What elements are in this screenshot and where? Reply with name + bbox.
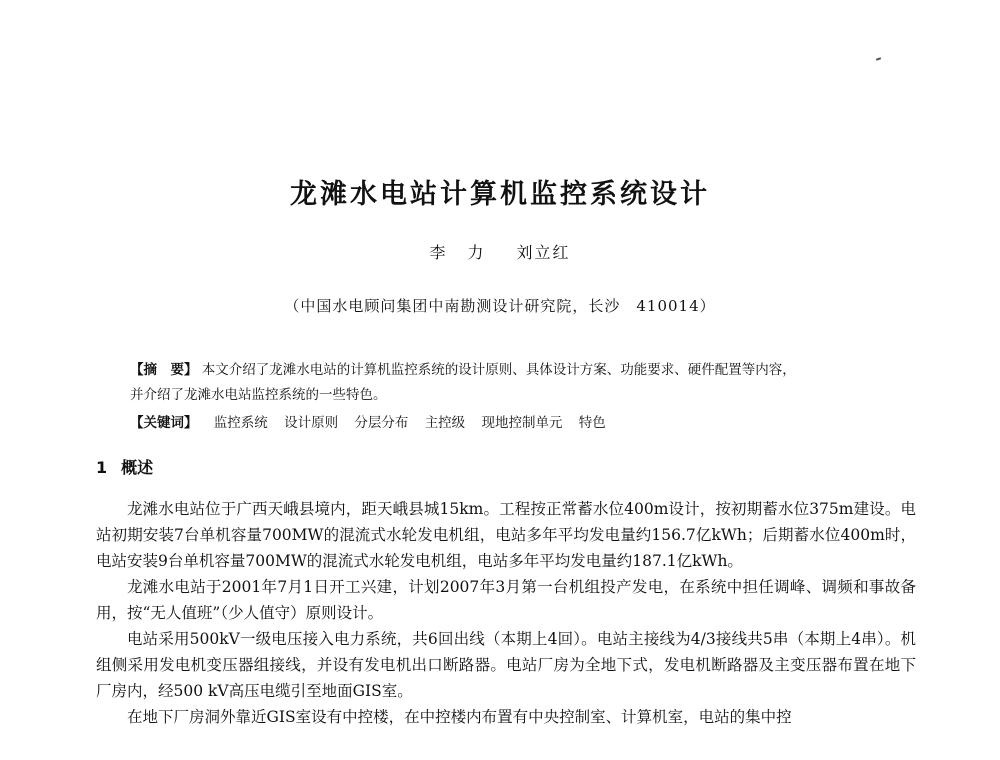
keyword: 分层分布 <box>354 415 409 431</box>
keywords <box>130 411 890 431</box>
author-list <box>0 240 1000 263</box>
keyword: 监控系统 <box>213 415 268 431</box>
keyword: 特色 <box>578 415 606 431</box>
section-title: 概述 <box>121 458 154 477</box>
author-1: 李力 <box>429 243 506 262</box>
abstract-line-1 <box>130 358 890 383</box>
author-2: 刘立红 <box>516 243 571 262</box>
affiliation: （中国水电顾问集团中南勘测设计研究院，长沙 410014） <box>284 297 716 315</box>
keyword: 设计原则 <box>284 415 339 431</box>
section-heading <box>96 455 153 478</box>
keyword: 主控级 <box>424 415 466 431</box>
abstract <box>130 358 890 408</box>
abstract-label: 【摘 要】 <box>130 362 198 378</box>
body-paragraph: 龙滩水电站位于广西天峨县境内，距天峨县城15km。工程按正常蓄水位400m设计，按初期蓄水位375m建设。电站初期安装7台单机容量700MW的混流式水轮发电机组，电站多年平均发电量约156.7亿kWh；后期蓄水位400m时，电站安装9台单机容量700MW的混流式水轮发电机组，电站多年平均发电量约187.1亿kWh。 <box>96 500 916 570</box>
abstract-text-1: 本文介绍了龙滩水电站的计算机监控系统的设计原则、具体设计方案、功能要求、硬件配置等内容， <box>201 362 796 378</box>
section-number: 1 <box>96 458 108 477</box>
abstract-text-2: 并介绍了龙滩水电站监控系统的一些特色。 <box>130 387 387 403</box>
body-paragraph: 电站采用500kV一级电压接入电力系统，共6回出线（本期上4回）。电站主接线为4/3接线共5串（本期上4串）。机组侧采用发电机变压器组接线，并设有发电机出口断路器。电站厂房为全地下式，发电机断路器及主变压器布置在地下厂房内，经500 kV高压电缆引至地面GIS室。 <box>96 630 916 700</box>
scan-speck <box>876 57 881 61</box>
body-text <box>96 496 916 730</box>
keyword: 现地控制单元 <box>481 415 563 431</box>
body-paragraph: 龙滩水电站于2001年7月1日开工兴建，计划2007年3月第一台机组投产发电，在系统中担任调峰、调频和事故备用，按“无人值班”（少人值守）原则设计。 <box>96 578 916 622</box>
keywords-label: 【关键词】 <box>130 415 198 431</box>
body-paragraph: 在地下厂房洞外靠近GIS室设有中控楼，在中控楼内布置有中央控制室、计算机室，电站的集中控 <box>127 708 792 726</box>
paper-title: 龙滩水电站计算机监控系统设计 <box>290 179 710 210</box>
